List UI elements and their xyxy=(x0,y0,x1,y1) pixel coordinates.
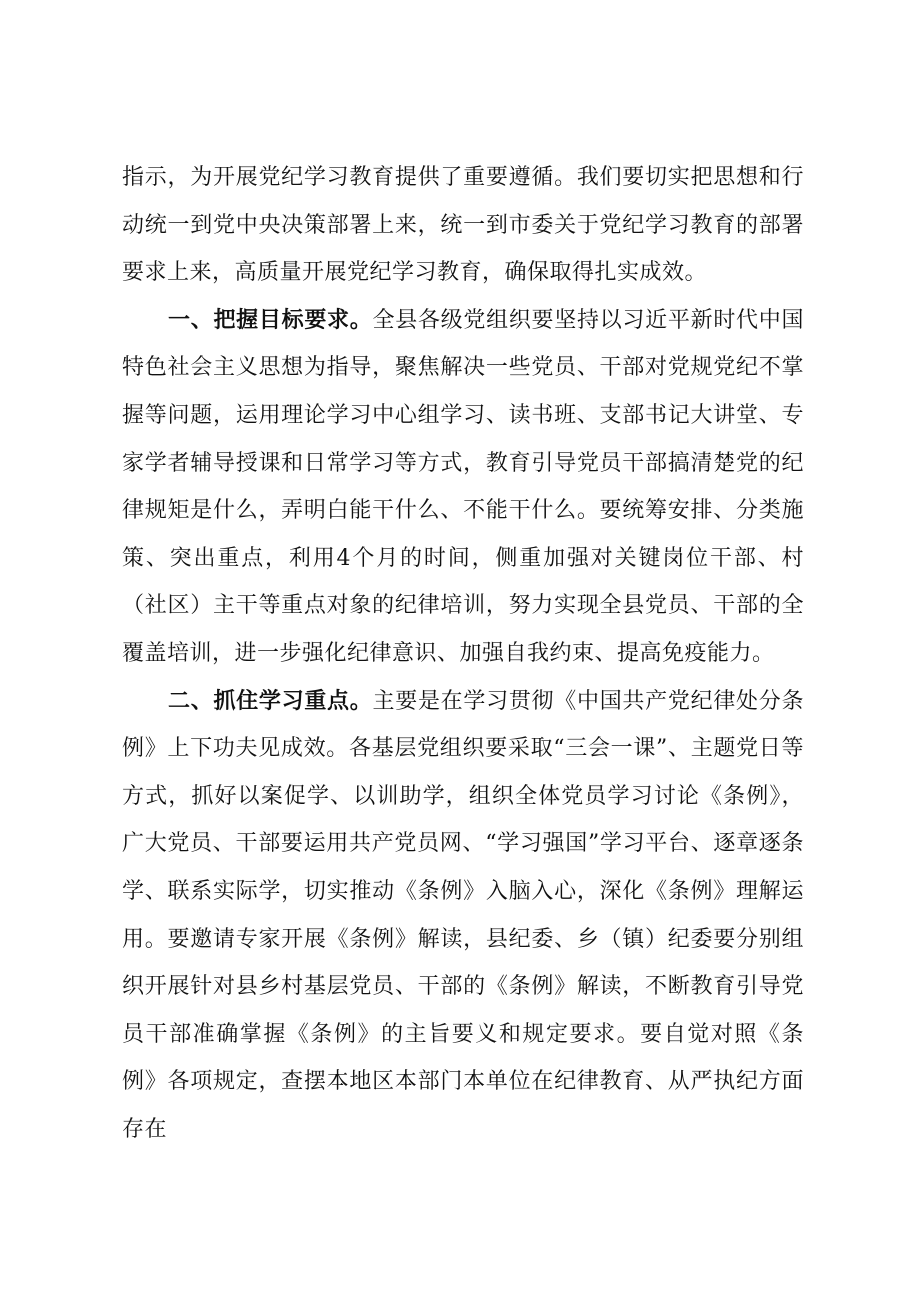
paragraph-study-focus-text: 主要是在学习贯彻《中国共产党纪律处分条例》上下功夫见成效。各基层党组织要采取“三会一课”、主题党日等方式，抓好以案促学、以训助学，组织全体党员学习讨论《条例》，广大党员、干部要运用共产党员网、“学习强国”学习平台、逐章逐条学、联系实际学，切实推动《条例》入脑入心，深化《条例》理解运用。要邀请专家开展《条例》解读，县纪委、乡（镇）纪委要分别组织开展针对县乡村基层党员、干部的《条例》解读，不断教育引导党员干部准确掌握《条例》的主旨要义和规定要求。要自觉对照《条例》各项规定，查摆本地区本部门本单位在纪律教育、从严执纪方面存在 xyxy=(122,688,804,1142)
document-page xyxy=(122,154,804,1153)
paragraph-target-requirements xyxy=(122,297,804,678)
section-heading-target-requirements: 一、把握目标要求。 xyxy=(168,307,373,333)
paragraph-intro-text: 指示，为开展党纪学习教育提供了重要遵循。我们要切实把思想和行动统一到党中央决策部署上来，统一到市委关于党纪学习教育的部署要求上来，高质量开展党纪学习教育，确保取得扎实成效。 xyxy=(122,165,804,286)
paragraph-study-focus xyxy=(122,678,804,1154)
paragraph-target-requirements-text: 全县各级党组织要坚持以习近平新时代中国特色社会主义思想为指导，聚焦解决一些党员、干部对党规党纪不掌握等问题，运用理论学习中心组学习、读书班、支部书记大讲堂、专家学者辅导授课和日常学习等方式，教育引导党员干部搞清楚党的纪律规矩是什么，弄明白能干什么、不能干什么。要统筹安排、分类施策、突出重点，利用4个月的时间，侧重加强对关键岗位干部、村（社区）主干等重点对象的纪律培训，努力实现全县党员、干部的全覆盖培训，进一步强化纪律意识、加强自我约束、提高免疫能力。 xyxy=(122,307,804,666)
paragraph-intro xyxy=(122,154,804,297)
section-heading-study-focus: 二、抓住学习重点。 xyxy=(168,688,373,714)
